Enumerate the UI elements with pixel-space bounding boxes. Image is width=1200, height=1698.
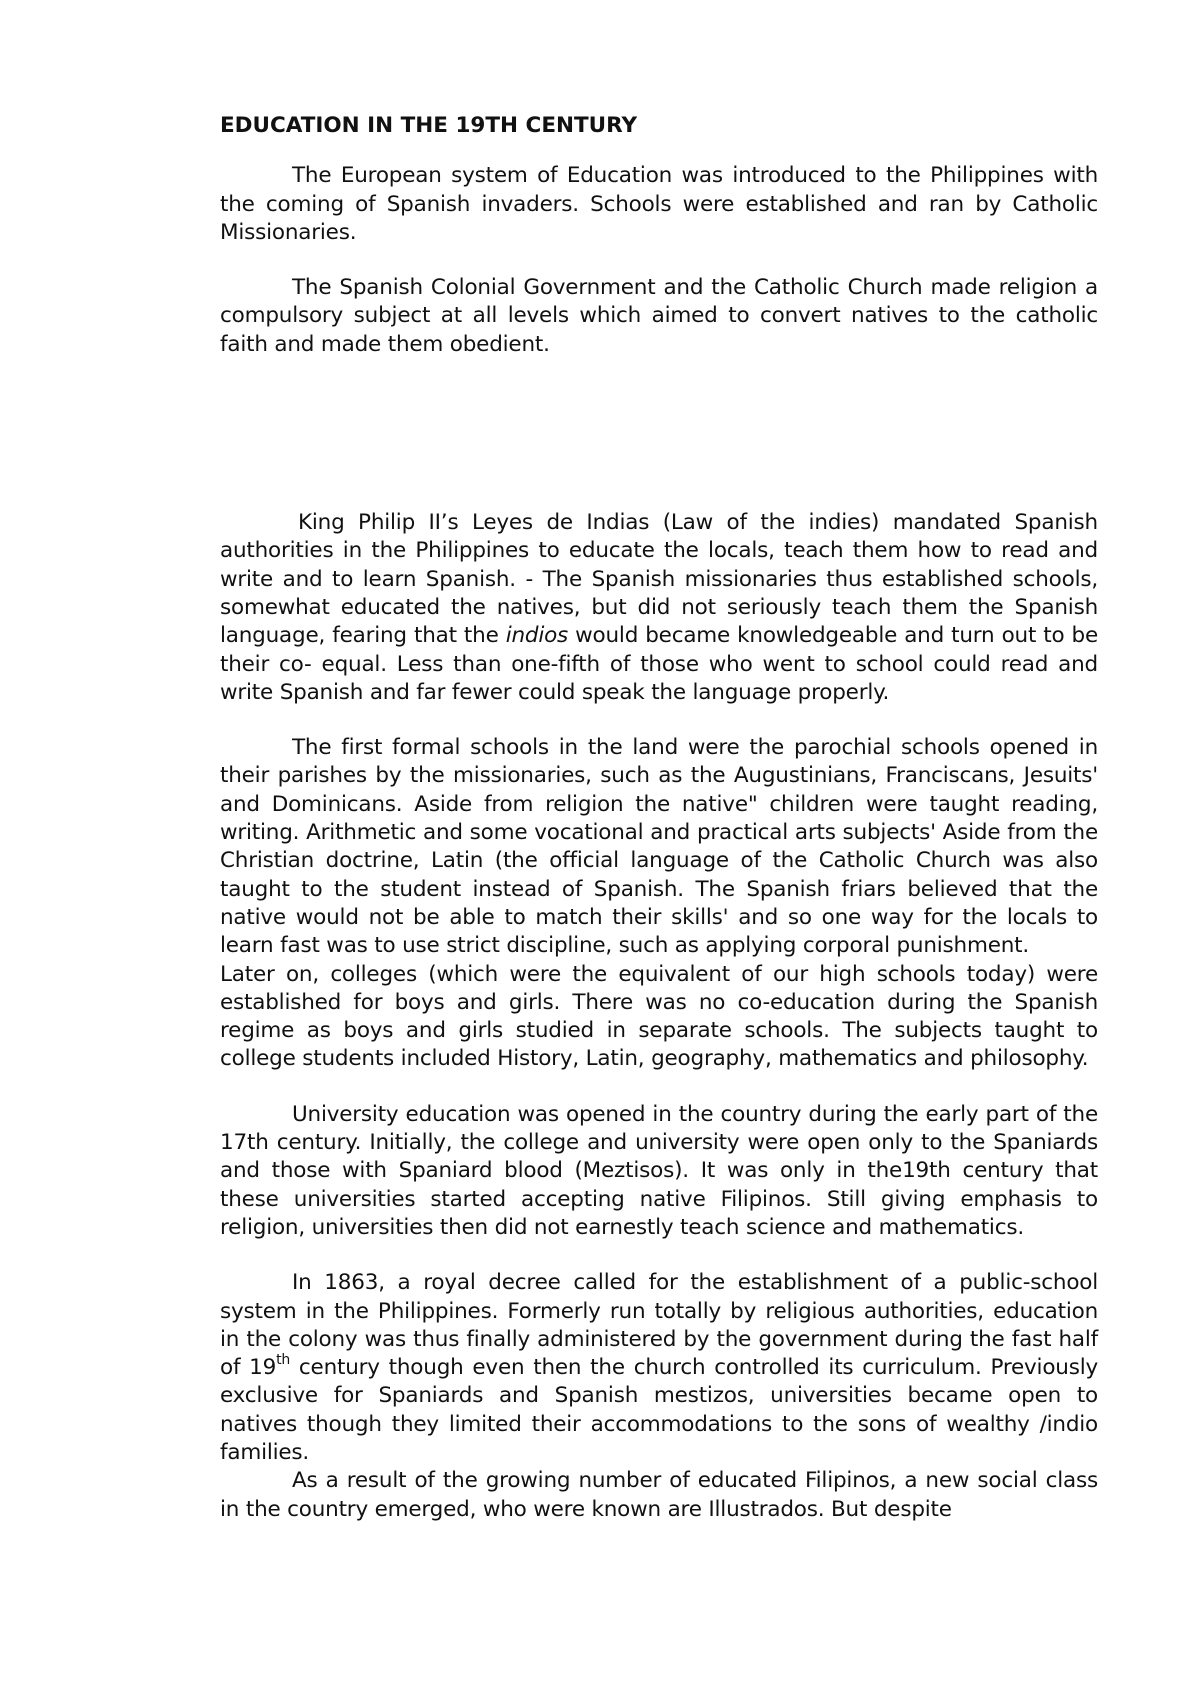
document-body — [220, 112, 1098, 1524]
document-title: EDUCATION IN THE 19TH CENTURY — [220, 113, 638, 138]
paragraph-text: In 1863, a royal decree called for the establishment of a public-school system in the Philippines. Formerly run totally by religious authorities, education in the colony was thus finally administered by the government during the fast half of 19 — [220, 1270, 1098, 1381]
paragraph-illustrados: As a result of the growing number of educated Filipinos, a new social class in the country emerged, who were known are Illustrados. But despite — [220, 1468, 1098, 1522]
paragraph-european-system: The European system of Education was introduced to the Philippines with the coming of Spanish invaders. Schools were established and ran by Catholic Missionaries. — [220, 163, 1098, 245]
paragraph-colonial-government: The Spanish Colonial Government and the Catholic Church made religion a compulsory subject at all levels which aimed to convert natives to the catholic faith and made them obedient. — [220, 275, 1098, 357]
paragraph-leyes-de-indias — [220, 509, 1098, 707]
paragraph-parochial-schools: The first formal schools in the land were the parochial schools opened in their parishes by the missionaries, such as the Augustinians, Franciscans, Jesuits' and Dominicans. Aside from religion the native" children were taught reading, writing. Arithmetic and some vocational and practical arts subjects' Aside from the Christian doctrine, Latin (the official language of the Catholic Church was also taught to the student instead of Spanish. The Spanish friars believed that the native would not be able to match their skills' and so one way for the locals to learn fast was to use strict discipline, such as applying corporal punishment. — [220, 735, 1098, 959]
paragraph-colleges: Later on, colleges (which were the equivalent of our high schools today) were established for boys and girls. There was no co-education during the Spanish regime as boys and girls studied in separate schools. The subjects taught to college students included History, Latin, geography, mathematics and philosophy. — [220, 961, 1098, 1072]
paragraph-university-education: University education was opened in the country during the early part of the 17th century. Initially, the college and university were open only to the Spaniards and those with Spaniard blood (Meztisos). It was only in the19th century that these universities started accepting native Filipinos. Still giving emphasis to religion, universities then did not earnestly teach science and mathematics. — [220, 1101, 1098, 1240]
superscript-th: th — [276, 1351, 291, 1368]
paragraph-royal-decree — [220, 1269, 1098, 1467]
italic-term-indios: indios — [505, 623, 569, 649]
paragraph-text: would became knowledgeable and turn out to be their co- equal. Less than one-fifth of those who went to school could read and write Spanish and far fewer could speak the language properly. — [220, 623, 1099, 705]
paragraph-text: century though even then the church controlled its curriculum. Previously exclusive for Spaniards and Spanish mestizos, universities became open to natives though they limited their accommodations to the sons of wealthy /indio families. — [220, 1355, 1099, 1465]
paragraph-text: King Philip II’s Leyes de Indias (Law of the indies) mandated Spanish authorities in the Philippines to educate the locals, teach them how to read and write and to learn Spanish. - The Spanish missionaries thus established schools, somewhat educated the natives, but did not seriously teach them the Spanish language, fearing that the — [220, 510, 1098, 649]
